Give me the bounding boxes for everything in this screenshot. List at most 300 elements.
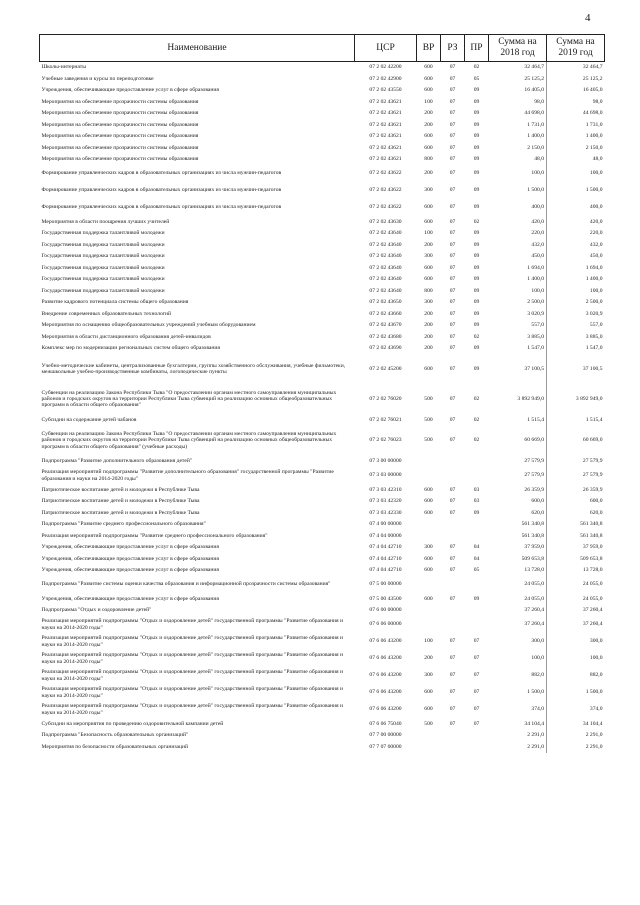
- table-row: [40, 667, 605, 684]
- table-cell-pr: 09: [473, 170, 480, 177]
- table-cell-csr: 07 6 00 00000: [369, 607, 402, 614]
- table-cell-csr: 07 2 02 43622: [369, 170, 402, 177]
- table-cell-pr: 07: [473, 672, 480, 679]
- table-cell-csr: 07 2 02 43622: [369, 187, 402, 194]
- table-cell-rz: 07: [449, 486, 456, 493]
- table-row: [40, 73, 605, 85]
- header-name: Наименование: [40, 35, 355, 62]
- table-cell-csr: 07 6 06 00000: [369, 621, 402, 628]
- table-cell-csr: 07 6 06 43200: [369, 638, 402, 645]
- table-cell-csr: 07 4 00 00000: [369, 521, 402, 528]
- table-cell-rz: 07: [449, 241, 456, 248]
- table-cell-pr: 02: [473, 218, 480, 225]
- header-csr: ЦСР: [355, 35, 417, 62]
- table-cell-name: Патриотическое воспитание детей и молодежи в Республике Тыва: [41, 509, 200, 516]
- table-cell-sum-2019: 100,0: [547, 650, 605, 667]
- table-cell-vr: [417, 519, 441, 531]
- table-cell-name: Подпрограмма "Отдых и оздоровление детей": [41, 607, 152, 614]
- table-row: [40, 165, 605, 182]
- table-cell-vr: 600: [424, 555, 433, 562]
- table-cell-sum-2018: 561 340,8: [521, 532, 544, 539]
- header-vr: ВР: [417, 35, 441, 62]
- table-cell-rz: [441, 467, 465, 484]
- table-row: [40, 484, 605, 496]
- table-cell-vr: 600: [424, 133, 433, 140]
- table-cell-rz: 07: [449, 110, 456, 117]
- table-cell-sum-2019: 2 291,0: [547, 730, 605, 742]
- table-cell-name: Школы-интернаты: [41, 64, 86, 71]
- table-cell-vr: 200: [424, 345, 433, 352]
- table-cell-sum-2019: 37 100,5: [547, 354, 605, 384]
- table-cell-sum-2019: 32 464,7: [547, 62, 605, 74]
- table-cell-pr: [465, 616, 489, 633]
- table-cell-csr: 07 2 02 76020: [369, 395, 402, 402]
- table-cell-csr: 07 5 00 43500: [369, 595, 402, 602]
- table-cell-vr: 200: [424, 655, 433, 662]
- table-cell-rz: 07: [449, 365, 456, 372]
- table-row: [40, 530, 605, 542]
- table-cell-pr: 04: [473, 555, 480, 562]
- table-cell-name: Мероприятия на обеспечение прозрачности системы образования: [41, 121, 199, 128]
- table-row: [40, 331, 605, 343]
- table-cell-sum-2018: 2 291,0: [527, 732, 544, 739]
- table-cell-rz: 07: [449, 638, 456, 645]
- table-cell-csr: 07 2 02 76023: [369, 437, 402, 444]
- table-cell-vr: 300: [424, 299, 433, 306]
- table-cell-vr: 500: [424, 720, 433, 727]
- table-cell-pr: 02: [473, 333, 480, 340]
- table-cell-vr: 300: [424, 253, 433, 260]
- table-cell-csr: 07 2 02 43660: [369, 310, 402, 317]
- table-cell-vr: 600: [424, 75, 433, 82]
- table-cell-csr: 07 2 02 42900: [369, 75, 402, 82]
- header-rz: РЗ: [441, 35, 465, 62]
- table-cell-name: Реализация мероприятий подпрограммы "Отдых и оздоровление детей" государственной программы "Развитие образования и науки на 2014-2020 годы": [41, 635, 344, 648]
- table-cell-sum-2018: 1 500,0: [527, 187, 544, 194]
- table-cell-pr: 09: [473, 345, 480, 352]
- table-cell-csr: 07 2 02 45200: [369, 365, 402, 372]
- table-cell-sum-2018: 561 340,8: [521, 521, 544, 528]
- table-cell-rz: 07: [449, 87, 456, 94]
- table-row: [40, 251, 605, 263]
- table-cell-sum-2018: 37 100,5: [524, 365, 544, 372]
- table-cell-vr: 600: [424, 87, 433, 94]
- table-cell-rz: 07: [449, 310, 456, 317]
- table-cell-csr: 07 4 04 42710: [369, 544, 402, 551]
- table-row: [40, 285, 605, 297]
- table-cell-sum-2019: 60 669,0: [547, 426, 605, 456]
- table-row: [40, 542, 605, 554]
- table-row: [40, 274, 605, 286]
- table-cell-rz: 07: [449, 509, 456, 516]
- table-cell-name: Государственная поддержка талантливой молодежи: [41, 276, 165, 283]
- table-cell-rz: 07: [449, 187, 456, 194]
- table-row: [40, 119, 605, 131]
- table-cell-pr: [465, 467, 489, 484]
- table-cell-name: Формирование управленческих кадров в образовательных организациях из числа мужчин-педагогов: [41, 204, 282, 211]
- table-cell-csr: 07 2 02 43640: [369, 276, 402, 283]
- table-cell-vr: [417, 616, 441, 633]
- table-cell-vr: 200: [424, 310, 433, 317]
- table-cell-vr: 300: [424, 672, 433, 679]
- table-cell-sum-2018: 16 405,0: [524, 87, 544, 94]
- table-cell-sum-2018: 27 579,9: [524, 458, 544, 465]
- table-cell-sum-2019: 1 400,0: [547, 131, 605, 143]
- table-cell-name: Учреждения, обеспечивающие предоставление услуг в сфере образования: [41, 555, 219, 562]
- table-cell-sum-2019: 37 959,0: [547, 542, 605, 554]
- table-cell-rz: 07: [449, 595, 456, 602]
- table-cell-sum-2019: 300,0: [547, 633, 605, 650]
- table-cell-sum-2019: 3 885,0: [547, 331, 605, 343]
- table-row: [40, 199, 605, 216]
- table-cell-pr: 09: [473, 156, 480, 163]
- table-cell-sum-2018: 37 260,4: [524, 621, 544, 628]
- table-cell-pr: 09: [473, 121, 480, 128]
- table-cell-pr: 09: [473, 110, 480, 117]
- table-row: [40, 741, 605, 753]
- table-cell-csr: 07 6 06 75040: [369, 720, 402, 727]
- table-cell-pr: [465, 576, 489, 593]
- table-cell-vr: 600: [424, 64, 433, 71]
- table-cell-vr: [417, 730, 441, 742]
- table-cell-vr: 300: [424, 187, 433, 194]
- table-cell-pr: 09: [473, 144, 480, 151]
- table-row: [40, 297, 605, 309]
- table-cell-sum-2019: 509 653,8: [547, 553, 605, 565]
- table-cell-rz: 07: [449, 395, 456, 402]
- table-row: [40, 519, 605, 531]
- table-cell-sum-2018: 24 055,0: [524, 581, 544, 588]
- table-row: [40, 354, 605, 384]
- table-cell-pr: 09: [473, 133, 480, 140]
- table-cell-pr: 07: [473, 655, 480, 662]
- table-cell-rz: 07: [449, 544, 456, 551]
- table-cell-rz: 07: [449, 121, 456, 128]
- table-cell-sum-2018: 1 694,0: [527, 264, 544, 271]
- table-cell-sum-2018: 100,0: [531, 170, 544, 177]
- table-cell-rz: 07: [449, 170, 456, 177]
- table-cell-rz: 07: [449, 133, 456, 140]
- table-cell-sum-2019: 450,0: [547, 251, 605, 263]
- table-cell-vr: 800: [424, 156, 433, 163]
- table-cell-rz: 07: [449, 567, 456, 574]
- table-cell-pr: 02: [473, 416, 480, 423]
- table-cell-sum-2018: 2 291,0: [527, 743, 544, 750]
- table-cell-sum-2019: 561 340,8: [547, 530, 605, 542]
- table-cell-sum-2019: 25 125,2: [547, 73, 605, 85]
- table-cell-name: Реализация мероприятий подпрограммы "Отдых и оздоровление детей" государственной программы "Развитие образования и науки на 2014-2020 годы": [41, 652, 344, 665]
- table-cell-pr: 02: [473, 437, 480, 444]
- table-cell-name: Государственная поддержка талантливой молодежи: [41, 253, 165, 260]
- table-row: [40, 62, 605, 74]
- table-cell-name: Подпрограмма "Развитие системы оценки качества образования и информационной прозрачности системы образования": [41, 581, 331, 588]
- table-cell-pr: 04: [473, 544, 480, 551]
- table-cell-rz: 07: [449, 437, 456, 444]
- table-cell-sum-2018: 600,0: [531, 498, 544, 505]
- table-row: [40, 616, 605, 633]
- table-cell-sum-2019: 100,0: [547, 165, 605, 182]
- table-cell-sum-2019: 26 359,9: [547, 484, 605, 496]
- table-cell-csr: 07 2 02 43680: [369, 333, 402, 340]
- table-cell-name: Реализация мероприятий подпрограммы "Отдых и оздоровление детей" государственной программы "Развитие образования и науки на 2014-2020 годы": [41, 669, 344, 682]
- table-cell-pr: 07: [473, 706, 480, 713]
- table-cell-pr: 07: [473, 720, 480, 727]
- header-sum-2019: Сумма на 2019 год: [547, 35, 605, 62]
- table-cell-vr: 600: [424, 595, 433, 602]
- table-cell-csr: 07 2 02 43650: [369, 299, 402, 306]
- table-cell-vr: 600: [424, 276, 433, 283]
- table-cell-csr: 07 2 02 42200: [369, 64, 402, 71]
- table-cell-name: Реализация мероприятий подпрограммы "Отдых и оздоровление детей" государственной программы "Развитие образования и науки на 2014-2020 годы": [41, 686, 344, 699]
- table-row: [40, 633, 605, 650]
- table-cell-vr: 500: [424, 437, 433, 444]
- table-row: [40, 154, 605, 166]
- table-cell-pr: [465, 456, 489, 468]
- table-cell-csr: 07 2 02 43630: [369, 218, 402, 225]
- table-row: [40, 320, 605, 332]
- table-cell-sum-2019: 1 547,0: [547, 343, 605, 355]
- table-cell-vr: 200: [424, 121, 433, 128]
- table-cell-vr: [417, 467, 441, 484]
- table-cell-name: Мероприятия на обеспечение прозрачности системы образования: [41, 110, 199, 117]
- table-row: [40, 414, 605, 426]
- table-cell-pr: 02: [473, 395, 480, 402]
- table-row: [40, 131, 605, 143]
- table-cell-name: Патриотическое воспитание детей и молодежи в Республике Тыва: [41, 498, 200, 505]
- table-cell-rz: 07: [449, 299, 456, 306]
- table-cell-name: Подпрограмма "Безопасность образовательных организаций": [41, 732, 189, 739]
- table-cell-sum-2019: 3 020,9: [547, 308, 605, 320]
- table-cell-sum-2018: 100,0: [531, 287, 544, 294]
- table-cell-pr: 09: [473, 365, 480, 372]
- table-cell-csr: 07 7 07 00000: [369, 743, 402, 750]
- table-cell-vr: [417, 741, 441, 753]
- table-cell-vr: 600: [424, 689, 433, 696]
- table-row: [40, 684, 605, 701]
- table-row: [40, 467, 605, 484]
- table-row: [40, 142, 605, 154]
- table-cell-sum-2019: 1 731,0: [547, 119, 605, 131]
- table-row: [40, 730, 605, 742]
- table-cell-sum-2019: 620,0: [547, 507, 605, 519]
- table-cell-sum-2018: 1 547,0: [527, 345, 544, 352]
- table-cell-rz: [441, 576, 465, 593]
- table-cell-sum-2019: 1 694,0: [547, 262, 605, 274]
- table-cell-vr: 600: [424, 218, 433, 225]
- table-cell-sum-2018: 220,0: [531, 230, 544, 237]
- table-cell-sum-2018: 882,0: [531, 672, 544, 679]
- table-cell-rz: 07: [449, 322, 456, 329]
- page-number: 4: [585, 12, 591, 24]
- table-cell-vr: 600: [424, 365, 433, 372]
- table-cell-sum-2018: 24 055,0: [524, 595, 544, 602]
- table-row: [40, 718, 605, 730]
- table-cell-sum-2019: 2 291,0: [547, 741, 605, 753]
- table-cell-rz: 07: [449, 204, 456, 211]
- table-cell-sum-2018: 98,0: [534, 98, 544, 105]
- table-cell-name: Учреждения, обеспечивающие предоставление услуг в сфере образования: [41, 567, 219, 574]
- table-cell-sum-2019: 561 340,8: [547, 519, 605, 531]
- table-cell-vr: 600: [424, 144, 433, 151]
- table-cell-rz: 07: [449, 144, 456, 151]
- table-cell-pr: [465, 741, 489, 753]
- table-cell-name: Мероприятия по безопасности образовательных организаций: [41, 743, 188, 750]
- table-cell-csr: 07 7 00 00000: [369, 732, 402, 739]
- table-cell-sum-2019: 400,0: [547, 199, 605, 216]
- table-cell-name: Мероприятия на обеспечение прозрачности системы образования: [41, 144, 199, 151]
- table-row: [40, 496, 605, 508]
- table-cell-csr: 07 4 04 00000: [369, 532, 402, 539]
- table-cell-sum-2018: 32 464,7: [524, 64, 544, 71]
- table-cell-rz: [441, 530, 465, 542]
- table-cell-sum-2018: 1 500,0: [527, 689, 544, 696]
- table-cell-csr: 07 2 02 43621: [369, 110, 402, 117]
- table-cell-pr: 09: [473, 322, 480, 329]
- table-row: [40, 182, 605, 199]
- table-cell-vr: 200: [424, 322, 433, 329]
- table-cell-name: Подпрограмма "Развитие дополнительного образования детей": [41, 458, 193, 465]
- table-cell-sum-2018: 25 125,2: [524, 75, 544, 82]
- table-cell-rz: [441, 605, 465, 617]
- table-cell-rz: [441, 456, 465, 468]
- table-cell-pr: 07: [473, 689, 480, 696]
- table-cell-sum-2018: 3 020,9: [527, 310, 544, 317]
- table-row: [40, 605, 605, 617]
- table-cell-sum-2019: 27 579,9: [547, 456, 605, 468]
- header-pr: ПР: [465, 35, 489, 62]
- table-cell-csr: 07 6 06 43200: [369, 672, 402, 679]
- table-cell-csr: 07 2 02 43640: [369, 287, 402, 294]
- table-cell-csr: 07 3 03 42320: [369, 498, 402, 505]
- table-cell-csr: 07 6 06 43200: [369, 706, 402, 713]
- table-cell-vr: 300: [424, 544, 433, 551]
- table-row: [40, 216, 605, 228]
- table-cell-csr: 07 6 06 43200: [369, 655, 402, 662]
- table-cell-name: Формирование управленческих кадров в образовательных организациях из числа мужчин-педагогов: [41, 187, 282, 194]
- table-cell-name: Субсидии на мероприятия по проведению оздоровительной кампании детей: [41, 720, 224, 727]
- table-cell-name: Мероприятия в области дистанционного образования детей-инвалидов: [41, 333, 211, 340]
- table-cell-name: Субвенции на реализацию Закона Республики Тыва "О предоставлении органам местного самоуправления муниципальных районов и городских округов на территории Республики Тыва субвенций на реализацию основных общеобразовательных программ в области общего образования" (учебные расходы): [41, 431, 337, 450]
- table-cell-sum-2019: 24 055,0: [547, 593, 605, 605]
- table-cell-vr: [417, 576, 441, 593]
- table-row: [40, 108, 605, 120]
- table-cell-rz: 07: [449, 555, 456, 562]
- table-cell-csr: 07 3 00 00000: [369, 458, 402, 465]
- table-cell-sum-2018: 2 500,0: [527, 299, 544, 306]
- table-cell-sum-2018: 27 579,9: [524, 472, 544, 479]
- table-cell-vr: 200: [424, 333, 433, 340]
- table-cell-sum-2018: 37 959,0: [524, 544, 544, 551]
- table-cell-sum-2018: 400,0: [531, 204, 544, 211]
- table-row: [40, 308, 605, 320]
- table-cell-pr: 05: [473, 567, 480, 574]
- table-cell-name: Подпрограмма "Развитие среднего профессионального образования": [41, 521, 206, 528]
- table-cell-pr: 09: [473, 187, 480, 194]
- table-cell-pr: 09: [473, 310, 480, 317]
- table-row: [40, 228, 605, 240]
- table-cell-sum-2018: 44 698,0: [524, 110, 544, 117]
- table-cell-sum-2018: 34 104,4: [524, 720, 544, 727]
- table-cell-vr: 600: [424, 264, 433, 271]
- table-cell-pr: 07: [473, 638, 480, 645]
- table-cell-rz: 07: [449, 218, 456, 225]
- table-cell-vr: 500: [424, 416, 433, 423]
- table-cell-pr: [465, 730, 489, 742]
- table-cell-pr: [465, 530, 489, 542]
- table-cell-pr: 09: [473, 276, 480, 283]
- table-cell-pr: 03: [473, 486, 480, 493]
- table-cell-sum-2018: 13 728,0: [524, 567, 544, 574]
- table-cell-sum-2018: 432,0: [531, 241, 544, 248]
- table-cell-vr: 800: [424, 287, 433, 294]
- table-cell-sum-2018: 509 653,8: [521, 555, 544, 562]
- table-cell-sum-2018: 60 669,0: [524, 437, 544, 444]
- table-cell-csr: 07 2 02 43622: [369, 204, 402, 211]
- table-cell-sum-2019: 37 260,4: [547, 616, 605, 633]
- table-body: [40, 62, 605, 753]
- table-cell-pr: 09: [473, 287, 480, 294]
- table-cell-sum-2018: 100,0: [531, 655, 544, 662]
- table-cell-sum-2019: 24 055,0: [547, 576, 605, 593]
- table-cell-name: Учреждения, обеспечивающие предоставление услуг в сфере образования: [41, 87, 219, 94]
- table-row: [40, 576, 605, 593]
- table-cell-name: Мероприятия в области поощрения лучших учителей: [41, 218, 170, 225]
- table-row: [40, 426, 605, 456]
- table-cell-name: Мероприятия по оснащению общеобразовательных учреждений учебным оборудованием: [41, 322, 256, 329]
- table-cell-csr: 07 5 00 00000: [369, 581, 402, 588]
- table-cell-sum-2018: 1 731,0: [527, 121, 544, 128]
- table-cell-name: Субсидии на содержание детей чабанов: [41, 416, 137, 423]
- table-cell-name: Комплекс мер по модернизации региональных систем общего образования: [41, 345, 220, 352]
- table-cell-sum-2018: 557,0: [531, 322, 544, 329]
- table-row: [40, 96, 605, 108]
- table-cell-csr: 07 2 02 43621: [369, 156, 402, 163]
- table-row: [40, 262, 605, 274]
- table-cell-rz: [441, 616, 465, 633]
- table-cell-pr: 09: [473, 98, 480, 105]
- table-cell-csr: 07 2 02 43640: [369, 230, 402, 237]
- table-cell-vr: 600: [424, 498, 433, 505]
- table-cell-pr: 09: [473, 87, 480, 94]
- table-cell-rz: [441, 741, 465, 753]
- table-cell-sum-2019: 1 500,0: [547, 182, 605, 199]
- table-cell-csr: 07 2 02 43670: [369, 322, 402, 329]
- table-cell-name: Учебно-методические кабинеты, централизованные бухгалтерии, группы хозяйственного обслуживания, учебные фильмотеки, межшкольные учебно-производственные комбинаты, логопедические пункты: [41, 362, 346, 375]
- table-cell-name: Мероприятия на обеспечение прозрачности системы образования: [41, 133, 199, 140]
- table-cell-sum-2018: 3 892 949,0: [517, 395, 544, 402]
- table-cell-csr: 07 2 02 43621: [369, 121, 402, 128]
- table-row: [40, 507, 605, 519]
- table-cell-csr: 07 2 02 43640: [369, 241, 402, 248]
- table-cell-sum-2019: 27 579,9: [547, 467, 605, 484]
- table-cell-pr: 03: [473, 498, 480, 505]
- table-cell-sum-2019: 882,0: [547, 667, 605, 684]
- table-cell-pr: 05: [473, 75, 480, 82]
- table-row: [40, 593, 605, 605]
- table-row: [40, 384, 605, 414]
- table-row: [40, 343, 605, 355]
- table-cell-pr: 09: [473, 509, 480, 516]
- table-cell-rz: [441, 519, 465, 531]
- table-cell-sum-2019: 1 400,0: [547, 274, 605, 286]
- table-cell-name: Формирование управленческих кадров в образовательных организациях из числа мужчин-педагогов: [41, 170, 282, 177]
- table-cell-sum-2018: 1 400,0: [527, 276, 544, 283]
- table-cell-sum-2018: 48,0: [534, 156, 544, 163]
- table-cell-csr: 07 2 02 43621: [369, 144, 402, 151]
- table-cell-sum-2019: 13 728,0: [547, 565, 605, 577]
- table-cell-sum-2019: 98,0: [547, 96, 605, 108]
- table-row: [40, 85, 605, 97]
